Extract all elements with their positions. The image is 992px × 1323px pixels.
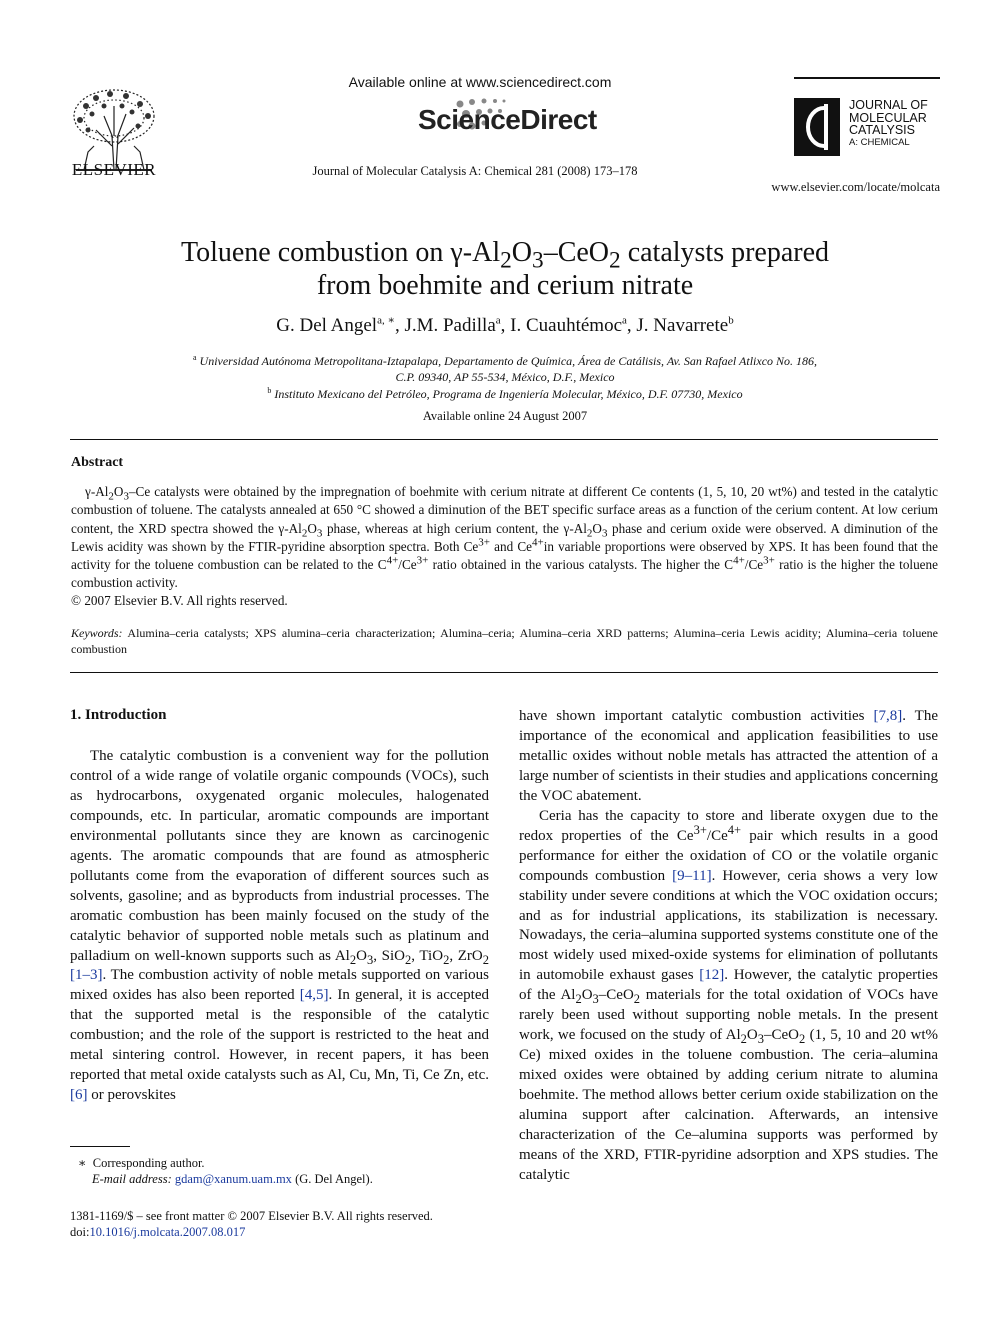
author-marks: a, ∗ <box>377 314 395 327</box>
journal-logo-text <box>849 99 928 149</box>
publisher-name: ELSEVIER <box>71 160 157 179</box>
available-online-date: Available online 24 August 2007 <box>422 409 588 423</box>
doi-link[interactable]: 10.1016/j.molcata.2007.08.017 <box>89 1225 246 1239</box>
title-line-1: Toluene combustion on $\gamma-Al_2O_3-CeO_2$ catalysts prepared <box>180 237 830 274</box>
affiliation-a: $^a$ Universidad Autónoma Metropolitana-Iztapalapa, Departamento de Química, Área de Catálisis, Av. San Rafael Atlixco No. 186, C.P. 09340, AP 55-534, México, D.F., Mexico <box>192 353 818 384</box>
email-link[interactable]: gdam@xanum.uam.mx <box>174 1172 292 1186</box>
journal-url-link[interactable]: www.elsevier.com/locate/molcata <box>771 180 940 194</box>
author-list: G. Del Angel$^{a, ∗}$, J.M. Padilla$^a$, I. Cuauhtémoc$^a$, J. Navarrete$^b$ <box>276 314 734 336</box>
abstract-heading: Abstract <box>71 455 124 470</box>
paragraph: have shown important catalytic combustion activities [7,8]. The importance of the economical and application feasibilities to use metallic oxides without noble metals has attracted the attention of a large number of scientists in their studies and applications concerning the VOC abatement. <box>519 708 938 804</box>
keywords <box>71 625 938 657</box>
citation-link[interactable]: [4,5] <box>299 987 329 1004</box>
paragraph: Ceria has the capacity to store and liberate oxygen due to the redox properties of the $Ce^{3+}/Ce^{4+}$ pair which results in a good performance for either the oxidation of CO or the volatile organic compounds combustion [9–11]. However, ceria shows a very low stability under severe conditions at which the VOC oxidation occurs; and as for industrial applications, its stabilization is necessary. Nowadays, the ceria–alumina supported systems constitute one of the most widely used mixed-oxide systems for elimination of pollutants in automobile exhaust gases [12]. However, the catalytic properties of the $Al_2O_3-CeO_2$ materials for the total oxidation of VOCs have rarely been used without supporting noble metals. In the present work, we focused on the study of $Al_2O_3-CeO_2$ (1, 5, 10 and 20 wt% Ce) mixed oxides in the toluene combustion. The ceria–alumina mixed oxides were obtained by adding cerium nitrate to alumina boehmite. The method allows better cerium oxide stabilization on the alumina support after calcination. Afterwards, an intensive characterization of the Ce–alumina supports was performed by means of the XRD, FTIR-pyridine adsorption and XPS studies. The catalytic <box>519 807 939 1183</box>
author-marks: a <box>622 314 627 327</box>
citation-link[interactable]: [6] <box>70 1087 88 1104</box>
citation-link[interactable]: [9–11] <box>672 867 712 884</box>
divider <box>70 439 938 440</box>
journal-logo-line: CATALYSIS <box>849 123 915 137</box>
author-name[interactable]: J. Navarrete <box>636 315 729 336</box>
journal-logo-line: A: CHEMICAL <box>849 136 910 148</box>
journal-logo-line: MOLECULAR <box>849 110 927 125</box>
body-column-right <box>519 707 938 1186</box>
abstract-copyright: © 2007 Elsevier B.V. All rights reserved. <box>71 593 288 608</box>
journal-reference: Journal of Molecular Catalysis A: Chemical 281 (2008) 173–178 <box>312 164 638 178</box>
author-marks: a <box>495 314 501 327</box>
author-name[interactable]: I. Cuauhtémoc <box>510 315 623 336</box>
author-name[interactable]: J.M. Padilla <box>404 315 496 336</box>
section-heading: 1. Introduction <box>70 707 167 723</box>
body-column-left <box>70 747 489 1106</box>
affiliation-b: $^b$ Instituto Mexicano del Petróleo, Programa de Ingeniería Molecular, México, D.F. 07730, Mexico <box>267 386 743 401</box>
divider <box>70 672 938 673</box>
available-online-notice[interactable]: Available online at www.sciencedirect.com <box>348 74 612 90</box>
footnote-rule <box>70 1146 130 1147</box>
citation-link[interactable]: [7,8] <box>873 708 903 724</box>
issn-line: 1381-1169/$ – see front matter © 2007 Elsevier B.V. All rights reserved. <box>70 1209 433 1223</box>
corresponding-author-note: ∗ Corresponding author. <box>78 1156 205 1170</box>
abstract-text: $\gamma-Al_2O_3-Ce$ catalysts were obtained by the impregnation of boehmite with cerium nitrate at different Ce contents (1, 5, 10, 20 wt%) and tested in the catalytic combustion of toluene. The catalysts annealed at 650 °C showed a diminution of the BET specific surface areas as a function of the cerium content. At low cerium content, the XRD spectra showed the $\gamma-Al_2O_3$ phase, whereas at high cerium content, the $\gamma-Al_2O_3$ phase and cerium oxide were observed. A diminution of the Lewis acidity was shown by the FTIR-pyridine absorption spectra. Both $Ce^{3+}$ and $Ce^{4+}in$ variable proportions were observed by XPS. It has been found that the activity for the toluene combustion can be related to the $C^{4+}/Ce^{3+}$ ratio obtained in the various catalysts. The higher the $C^{4+}/Ce^{3+}$ ratio is the higher the toluene combustion activity. <box>71 484 938 591</box>
email-note: E-mail address: gdam@xanum.uam.mx (G. Del Angel). <box>92 1172 373 1186</box>
journal-logo-icon <box>794 98 840 156</box>
header-rule <box>794 77 940 79</box>
author-name[interactable]: G. Del Angel <box>276 315 378 336</box>
author-marks: b <box>728 314 734 327</box>
journal-logo-line: JOURNAL OF <box>849 98 928 112</box>
keywords-label: Keywords: <box>71 626 123 640</box>
doi-line: doi:10.1016/j.molcata.2007.08.017 <box>70 1225 246 1239</box>
title-line-2: from boehmite and cerium nitrate <box>316 270 694 301</box>
sciencedirect-wordmark: ScienceDirect <box>418 104 597 135</box>
keywords-list: Alumina–ceria catalysts; XPS alumina–ceria characterization; Alumina–ceria; Alumina–ceria XRD patterns; Alumina–ceria Lewis acidity; Alumina–ceria toluene combustion <box>71 626 938 656</box>
citation-link[interactable]: [12] <box>699 967 725 984</box>
citation-link[interactable]: [1–3] <box>70 967 103 984</box>
paragraph: The catalytic combustion is a convenient way for the pollution control of a wide range of volatile organic compounds (VOCs), such as hydrocarbons, oxygenated organic molecules, halogenated compounds, etc. In particular, aromatic compounds are important environmental pollutants since they are known as carcinogenic agents. The aromatic compounds that are found as atmospheric pollutants come from the evaporation of different sources such as solvents, gasoline; and as byproducts from industrial processes. The aromatic combustion has been mainly focused on the study of the catalytic behavior of supported noble metals such as platinum and palladium on well-known supports such as $Al_2O_3$, SiO$_2$, TiO$_2$, ZrO$_2$ [1–3]. The combustion activity of noble metals supported on various mixed oxides has also been reported [4,5]. In general, it is accepted that the supported metal is the responsible of the catalytic combustion; and the role of the support is restricted to the heat and metal sintering control. However, in recent papers, it has been reported that metal oxide catalysts such as Al, Cu, Mn, Ti, Ce Zn, etc. [6] or perovskites <box>70 748 490 1104</box>
article-title <box>100 236 910 302</box>
